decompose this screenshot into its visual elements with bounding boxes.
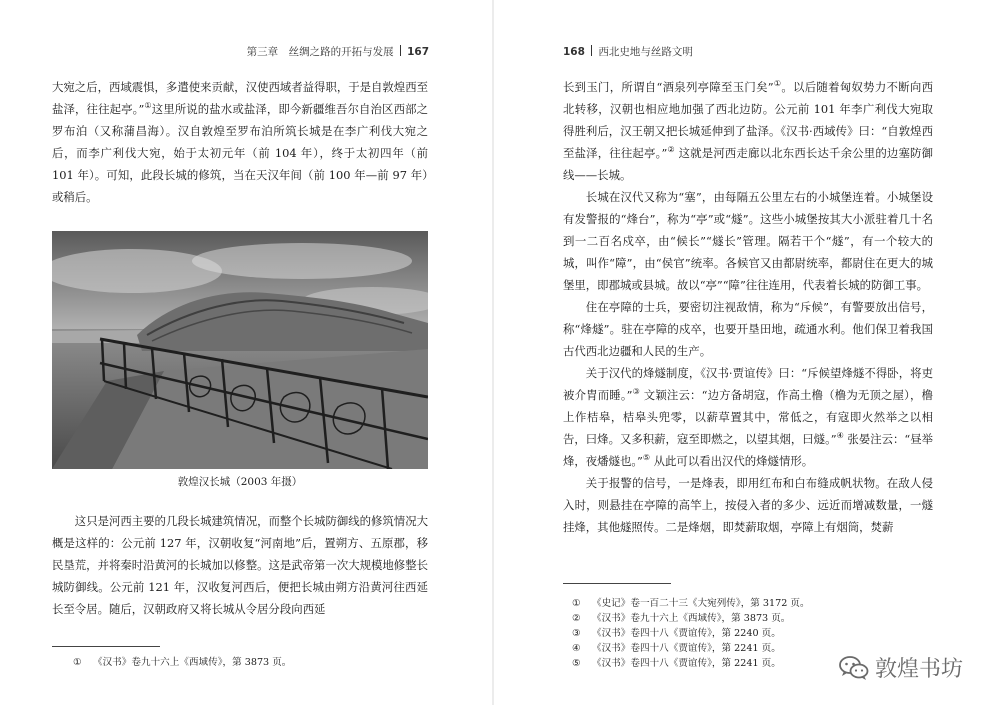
wechat-icon bbox=[839, 655, 869, 681]
right-page bbox=[494, 0, 987, 705]
watermark-text: 敦煌书坊 bbox=[874, 657, 963, 682]
paragraph: 关于汉代的烽燧制度，《汉书·贾谊传》曰：“斥候望烽燧不得卧，将吏被介胄而睡。”③ 文颖注云：“边方备胡寇，作高土橹（橹为无顶之屋），橹上作桔皋，桔皋头兜零，以薪草置其中，常低之，有寇即火然举之以相告，曰烽。又多积薪，寇至即燃之，以望其烟，曰燧。”④ 张晏注云：“昼举烽，夜燔燧也。”⑤ 从此可以看出汉代的烽燧情形。 bbox=[563, 366, 934, 468]
footnote-ref[interactable]: ⑤ bbox=[642, 453, 651, 463]
great-wall-photo bbox=[52, 231, 428, 469]
footnote-item: ③ 《汉书》卷四十八《贾谊传》，第 2240 页。 bbox=[572, 628, 781, 639]
watermark bbox=[839, 652, 963, 683]
body-text-top bbox=[52, 76, 428, 208]
header-separator bbox=[400, 45, 402, 56]
body-text-bottom bbox=[52, 510, 428, 620]
footnote-ref[interactable]: ② bbox=[667, 145, 675, 155]
footnote-item: ⑤ 《汉书》卷四十八《贾谊传》，第 2241 页。 bbox=[572, 658, 781, 669]
chapter-title: 第三章 丝绸之路的开拓与发展 bbox=[246, 46, 394, 58]
paragraph: 长城在汉代又称为“塞”，由每隔五公里左右的小城堡连着。小城堡设有发警报的“烽台”，称为“亭”或“燧”。这些小城堡按其大小派驻着几十名到一二百名戍卒，由“候长”“燧长”管理。隔若干个“燧”，有一个较大的城，叫作“障”，由“侯官”统率。各候官又由都尉统率，都尉住在更大的城堡里，即郡城或县城。故以“亭”“障”往往连用，代表着长城的防御工事。 bbox=[563, 190, 933, 292]
footnote-item: ② 《汉书》卷九十六上《西域传》，第 3873 页。 bbox=[572, 613, 791, 624]
footnote-ref[interactable]: ④ bbox=[836, 431, 844, 441]
photo-image bbox=[52, 231, 428, 469]
figure-caption: 敦煌汉长城（2003 年摄） bbox=[177, 476, 303, 488]
paragraph: 长到玉门，所谓自“酒泉列亭障至玉门矣”①。以后随着匈奴势力不断向西北转移，汉朝也相应地加强了西北边防。公元前 101 年李广利伐大宛取得胜利后，汉王朝又把长城延伸到了盐泽。《汉书·西域传》曰：“自敦煌西至盐泽，往往起亭。”② 这就是河西走廊以北东西长达千余公里的边塞防御线——长城。 bbox=[563, 79, 934, 182]
paragraph: 关于报警的信号，一是烽表，即用红布和白布缝成帆状物。在敌人侵入时，则悬挂在亭障的高竿上，按侵入者的多少、远近而增减数量，一燧挂烽，其他燧照传。二是烽烟，即焚薪取烟，亭障上有烟筒，焚薪 bbox=[563, 476, 933, 534]
footnotes bbox=[73, 655, 291, 670]
page-number: 168 bbox=[563, 46, 585, 58]
running-header bbox=[563, 44, 693, 59]
footnote-rule bbox=[563, 583, 671, 584]
running-header bbox=[247, 44, 429, 59]
header-separator bbox=[591, 45, 593, 56]
footnote-item: ④ 《汉书》卷四十八《贾谊传》，第 2241 页。 bbox=[572, 643, 781, 654]
paragraph: 这只是河西主要的几段长城建筑情况，而整个长城防御线的修筑情况大概是这样的：公元前 127 年，汉朝收复“河南地”后，置朔方、五原郡，移民垦荒，并将秦时沿黄河的长城加以修整。这是武帝第一次大规模地修整长城防御线。公元前 121 年，汉收复河西后，便把长城由朔方沿黄河往西延长至令居。随后，汉朝政府又将长城从令居分段向西延 bbox=[52, 514, 428, 616]
body-text bbox=[563, 76, 933, 538]
paragraph: 住在亭障的士兵，要密切注视敌情，称为“斥候”，有警要放出信号，称“烽燧”。驻在亭障的戍卒，也要开垦田地，疏通水利。他们保卫着我国古代西北边疆和人民的生产。 bbox=[563, 300, 933, 358]
footnote-item: ① 《史记》卷一百二十三《大宛列传》，第 3172 页。 bbox=[572, 598, 810, 609]
book-title: 西北史地与丝路文明 bbox=[598, 46, 693, 58]
page-number: 167 bbox=[407, 46, 429, 58]
footnote-ref[interactable]: ① bbox=[144, 101, 152, 111]
footnote-rule bbox=[52, 646, 160, 647]
paragraph: 大宛之后，西域震惧，多遣使来贡献，汉使西域者益得职，于是自敦煌西至盐泽，往往起亭。”①这里所说的盐水或盐泽，即今新疆维吾尔自治区西部之罗布泊（又称蒲昌海）。汉自敦煌至罗布泊所筑长城是在李广利伐大宛之后，而李广利伐大宛，始于太初元年（前 104 年），终于太初四年（前 101 年）。可知，此段长城的修筑，当在天汉年间（前 100 年—前 97 年）或稍后。 bbox=[52, 80, 428, 204]
left-page bbox=[0, 0, 493, 705]
footnotes bbox=[572, 596, 810, 671]
footnote-item: ① 《汉书》卷九十六上《西域传》，第 3873 页。 bbox=[73, 657, 292, 668]
footnote-ref[interactable]: ③ bbox=[632, 387, 641, 397]
footnote-ref[interactable]: ① bbox=[773, 79, 782, 89]
